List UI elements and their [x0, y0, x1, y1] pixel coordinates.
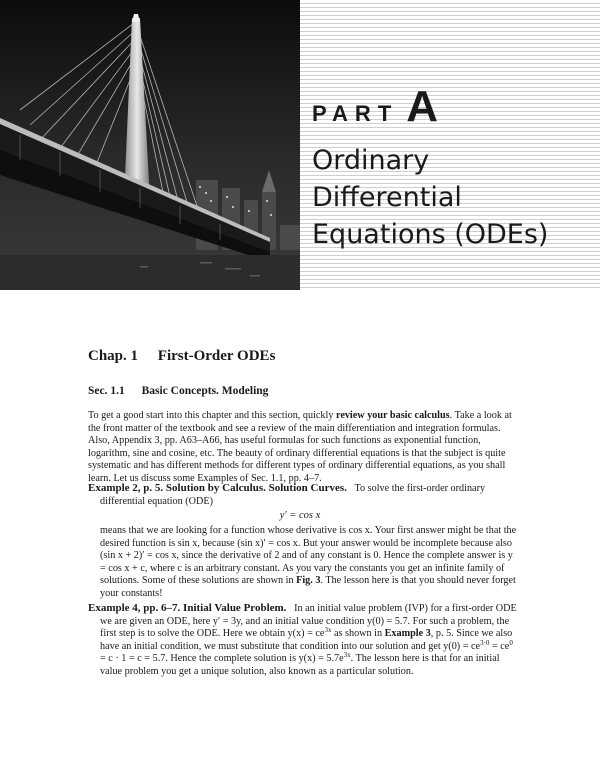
part-title-line: Ordinary — [312, 145, 430, 176]
section-title: Basic Concepts. Modeling — [141, 385, 269, 397]
equation: y′ = cos x — [279, 510, 321, 521]
bridge-photo — [0, 0, 300, 290]
chapter-title: First-Order ODEs — [157, 348, 276, 364]
example-2-text: . The lesson here is that you should never forget your constants! — [100, 575, 516, 599]
example-2-lead: To solve the first-order ordinary differential equation (ODE) — [100, 483, 486, 507]
superscript: 3x — [324, 626, 332, 635]
example-2 — [88, 482, 520, 508]
chapter-heading — [88, 348, 275, 365]
part-title — [312, 142, 548, 253]
example-ref: Example 3 — [384, 628, 431, 640]
intro-paragraph — [88, 410, 520, 486]
example-4-text: . The lesson here is that for an initial value problem you get a unique solution, also known as a particular solution. — [100, 653, 500, 677]
section-heading — [88, 385, 268, 397]
part-letter: A — [406, 82, 439, 131]
chapter-number: Chap. 1 — [88, 348, 139, 364]
intro-bold: review your basic calculus — [335, 410, 450, 421]
figure-ref: Fig. 3 — [296, 575, 321, 587]
example-2-heading: Example 2, p. 5. Solution by Calculus. Solution Curves. — [88, 482, 347, 494]
example-4-text: In an initial value problem (IVP) for a first-order ODE we are given an ODE, here y′ = 3y, and an initial value condition y(0) = 5.7. For such a problem, the first step is to solve the ODE. Here we obtain y(x) = ce — [100, 603, 517, 640]
example-4 — [88, 602, 520, 679]
part-title-line: Differential — [312, 182, 462, 213]
part-label — [312, 82, 438, 132]
intro-text: To get a good start into this chapter and this section, quickly — [88, 410, 336, 421]
example-2-text: means that we are looking for a function whose derivative is cos x. Your first answer might be that the desired function is sin x, because (sin x)′ = cos x. But your answer would be incomplete because also (sin x + 2)′ = cos x, since the derivative of 2 and of any constant is 0. Hence the complete answer is y = cos x + c, where c is an arbitrary constant. As you vary the constants you get an infinite family of solutions. Some of these solutions are shown in — [100, 525, 517, 587]
example-4-text: as shown in — [331, 628, 385, 640]
part-word: PART — [312, 101, 399, 126]
example-4-text: = c · 1 = c = 5.7. Hence the complete solution is y(x) = 5.7e — [100, 653, 344, 665]
example-4-text: = ce — [489, 640, 510, 652]
example-4-heading: Example 4, pp. 6–7. Initial Value Problem. — [88, 602, 287, 614]
superscript: 0 — [509, 638, 513, 647]
section-number: Sec. 1.1 — [88, 385, 125, 397]
superscript: 3·0 — [480, 638, 490, 647]
example-4-text: , p. 5. Since we also have an initial condition, we must substitute that condition into our solution and get y(0) = ce — [100, 628, 513, 652]
example-2-body — [88, 525, 520, 601]
intro-text: . Take a look at the front matter of the textbook and see a review of the main differentiation and integration formulas. Also, Appendix 3, pp. A63–A66, has useful formulas for such functions as exponential function, logarithm, sine and cosine, etc. The beauty of ordinary differential equations is that the subject is quite systematic and has different methods for different types of ordinary differential equations, as you shall learn. Let us discuss some Examples of Sec. 1.1, pp. 4–7. — [88, 410, 512, 484]
part-title-line: Equations (ODEs) — [312, 219, 549, 250]
superscript: 3x — [343, 651, 351, 660]
